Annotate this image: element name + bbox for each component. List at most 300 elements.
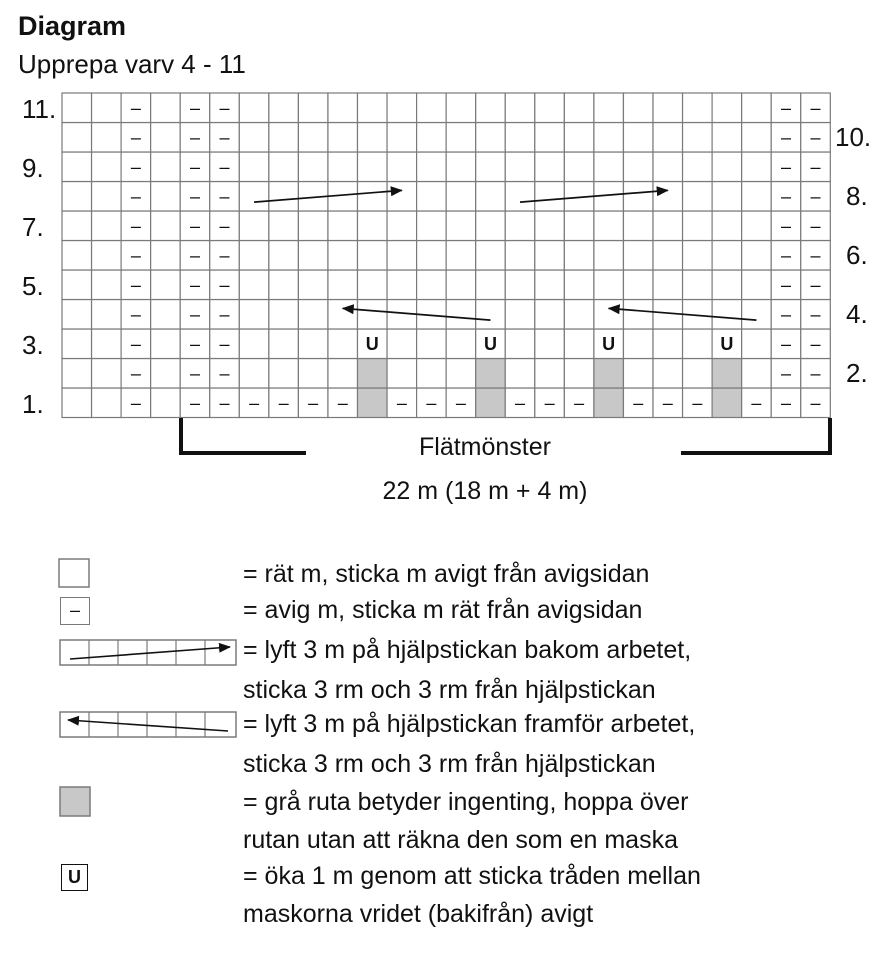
purl-symbol: – (189, 97, 200, 118)
chart-cell (476, 300, 506, 330)
gray-cell (476, 388, 506, 418)
purl-symbol: – (780, 333, 791, 354)
chart-cell (594, 300, 624, 330)
chart-cell (564, 300, 594, 330)
chart-cell (653, 211, 683, 241)
chart-cell (269, 300, 299, 330)
purl-symbol: – (544, 392, 555, 413)
chart-cell (62, 270, 92, 300)
chart-cell (62, 300, 92, 330)
chart-cell (387, 329, 417, 359)
chart-cell (387, 93, 417, 123)
row-label-4: 4. (846, 299, 868, 329)
legend-cable-right-symbol (58, 638, 242, 668)
purl-symbol: – (810, 274, 821, 295)
chart-cell (328, 329, 358, 359)
purl-symbol: – (219, 245, 230, 266)
chart-cell (535, 93, 565, 123)
chart-cell (417, 359, 447, 389)
purl-symbol: – (219, 392, 230, 413)
chart-cell (62, 211, 92, 241)
legend-cable-right-text-2: sticka 3 rm och 3 rm från hjälpstickan (243, 676, 656, 704)
chart-cell (417, 182, 447, 212)
chart-cell (446, 300, 476, 330)
chart-cell (623, 241, 653, 271)
chart-cell (594, 211, 624, 241)
chart-cell (328, 270, 358, 300)
purl-symbol: – (219, 333, 230, 354)
legend-purl-symbol: – (60, 597, 90, 625)
row-label-3: 3. (22, 330, 44, 360)
chart-cell (535, 241, 565, 271)
chart-cell (653, 241, 683, 271)
chart-cell (564, 270, 594, 300)
purl-symbol: – (810, 304, 821, 325)
purl-symbol: – (810, 186, 821, 207)
purl-symbol: – (189, 304, 200, 325)
chart-cell (564, 211, 594, 241)
chart-cell (92, 152, 122, 182)
increase-symbol: U (602, 333, 616, 354)
purl-symbol: – (130, 274, 141, 295)
stitch-count: 22 m (18 m + 4 m) (382, 477, 588, 505)
purl-symbol: – (810, 245, 821, 266)
chart-cell (92, 388, 122, 418)
purl-symbol: – (130, 304, 141, 325)
legend-cable-right-text-1: = lyft 3 m på hjälpstickan bakom arbetet, (243, 636, 692, 664)
chart-cell (298, 359, 328, 389)
chart-cell (328, 123, 358, 153)
purl-symbol: – (219, 186, 230, 207)
legend-cable-left-text-2: sticka 3 rm och 3 rm från hjälpstickan (243, 750, 656, 778)
chart-cell (328, 300, 358, 330)
chart-cell (505, 93, 535, 123)
chart-cell (594, 123, 624, 153)
chart-cell (683, 93, 713, 123)
purl-symbol: – (662, 392, 673, 413)
chart-cell (328, 93, 358, 123)
chart-cell (62, 93, 92, 123)
chart-cell (151, 152, 181, 182)
chart-cell (151, 241, 181, 271)
chart-cell (742, 359, 772, 389)
chart-cell (446, 329, 476, 359)
chart-cell (742, 270, 772, 300)
chart-cell (358, 300, 388, 330)
chart-cell (564, 93, 594, 123)
purl-symbol: – (751, 392, 762, 413)
purl-symbol: – (219, 363, 230, 384)
purl-symbol: – (219, 304, 230, 325)
chart-cell (62, 241, 92, 271)
chart-cell (712, 270, 742, 300)
chart-cell (505, 152, 535, 182)
increase-symbol: U (483, 333, 497, 354)
gray-cell (476, 359, 506, 389)
chart-cell (623, 359, 653, 389)
purl-symbol: – (780, 97, 791, 118)
chart-cell (505, 241, 535, 271)
chart-cell (328, 241, 358, 271)
purl-symbol: – (130, 156, 141, 177)
chart-cell (653, 123, 683, 153)
chart-cell (446, 241, 476, 271)
chart-cell (476, 270, 506, 300)
row-label-8: 8. (846, 181, 868, 211)
gray-cell (358, 359, 388, 389)
chart-cell (476, 241, 506, 271)
chart-cell (358, 182, 388, 212)
chart-cell (92, 182, 122, 212)
legend-gray-text-1: = grå ruta betyder ingenting, hoppa över (243, 788, 689, 816)
chart-cell (92, 300, 122, 330)
chart-cell (62, 152, 92, 182)
chart-cell (298, 300, 328, 330)
chart-cell (683, 241, 713, 271)
chart-cell (417, 152, 447, 182)
chart-cell (446, 359, 476, 389)
purl-symbol: – (219, 274, 230, 295)
chart-cell (653, 182, 683, 212)
purl-symbol: – (780, 245, 791, 266)
chart-cell (683, 359, 713, 389)
purl-symbol: – (219, 127, 230, 148)
row-label-2: 2. (846, 358, 868, 388)
chart-cell (269, 93, 299, 123)
chart-cell (594, 270, 624, 300)
purl-symbol: – (308, 392, 319, 413)
chart-cell (653, 152, 683, 182)
chart-cell (564, 123, 594, 153)
chart-cell (269, 359, 299, 389)
chart-cell (92, 241, 122, 271)
row-label-9: 9. (22, 153, 44, 183)
chart-cell (269, 211, 299, 241)
chart-cell (62, 123, 92, 153)
row-label-1: 1. (22, 389, 44, 419)
legend-knit-text: = rät m, sticka m avigt från avigsidan (243, 560, 650, 588)
purl-symbol: – (810, 363, 821, 384)
purl-symbol: – (130, 392, 141, 413)
chart-cell (683, 329, 713, 359)
chart-cell (712, 152, 742, 182)
chart-cell (92, 359, 122, 389)
purl-symbol: – (574, 392, 585, 413)
chart-cell (712, 211, 742, 241)
chart-cell (92, 93, 122, 123)
chart-cell (594, 93, 624, 123)
chart-cell (358, 211, 388, 241)
purl-symbol: – (780, 186, 791, 207)
chart-cell (564, 359, 594, 389)
chart-cell (358, 241, 388, 271)
purl-symbol: – (633, 392, 644, 413)
chart-cell (239, 241, 269, 271)
purl-symbol: – (189, 156, 200, 177)
chart-cell (417, 93, 447, 123)
chart-cell (239, 123, 269, 153)
chart-cell (594, 241, 624, 271)
chart-cell (358, 93, 388, 123)
purl-symbol: – (396, 392, 407, 413)
chart-cell (476, 93, 506, 123)
purl-symbol: – (692, 392, 703, 413)
chart-cell (151, 329, 181, 359)
purl-symbol: – (189, 392, 200, 413)
legend-increase-symbol: U (61, 864, 88, 891)
chart-cell (505, 300, 535, 330)
pattern-name: Flätmönster (419, 433, 551, 461)
chart-cell (712, 93, 742, 123)
chart-cell (476, 182, 506, 212)
legend-gray-symbol (58, 786, 92, 818)
chart-cell (62, 329, 92, 359)
purl-symbol: – (189, 333, 200, 354)
chart-cell (623, 300, 653, 330)
legend-purl-text: = avig m, sticka m rät från avigsidan (243, 596, 643, 624)
purl-symbol: – (780, 363, 791, 384)
chart-cell (239, 211, 269, 241)
purl-symbol: – (189, 127, 200, 148)
chart-cell (446, 93, 476, 123)
chart-cell (623, 93, 653, 123)
chart-cell (269, 329, 299, 359)
purl-symbol: – (130, 333, 141, 354)
chart-cell (476, 152, 506, 182)
purl-symbol: – (780, 304, 791, 325)
chart-cell (239, 359, 269, 389)
legend-cable-left-symbol (58, 710, 242, 740)
chart-cell (387, 241, 417, 271)
purl-symbol: – (219, 97, 230, 118)
chart-cell (742, 329, 772, 359)
diagram-title: Diagram (18, 11, 127, 41)
chart-cell (417, 329, 447, 359)
chart-cell (535, 123, 565, 153)
chart-cell (239, 182, 269, 212)
purl-symbol: – (130, 363, 141, 384)
purl-symbol: – (249, 392, 260, 413)
chart-cell (505, 270, 535, 300)
chart-cell (446, 123, 476, 153)
chart-cell (358, 270, 388, 300)
chart-cell (742, 123, 772, 153)
chart-cell (742, 152, 772, 182)
chart-cell (683, 270, 713, 300)
chart-cell (92, 123, 122, 153)
chart-cell (269, 152, 299, 182)
chart-cell (92, 329, 122, 359)
chart-cell (446, 211, 476, 241)
chart-cell (328, 152, 358, 182)
chart-cell (92, 211, 122, 241)
chart-cell (269, 241, 299, 271)
chart-cell (683, 123, 713, 153)
chart-cell (535, 152, 565, 182)
chart-cell (328, 359, 358, 389)
chart-cell (239, 300, 269, 330)
purl-symbol: – (810, 127, 821, 148)
purl-symbol: – (780, 127, 791, 148)
purl-symbol: – (810, 215, 821, 236)
chart-cell (712, 300, 742, 330)
chart-cell (505, 211, 535, 241)
chart-cell (712, 241, 742, 271)
chart-cell (683, 211, 713, 241)
gray-cell (594, 388, 624, 418)
chart-cell (298, 152, 328, 182)
row-label-10: 10. (835, 122, 872, 152)
chart-cell (535, 182, 565, 212)
chart-cell (653, 359, 683, 389)
purl-symbol: – (130, 245, 141, 266)
legend-increase-text-1: = öka 1 m genom att sticka tråden mellan (243, 862, 701, 890)
chart-cell (417, 270, 447, 300)
purl-symbol: – (810, 156, 821, 177)
row-label-5: 5. (22, 271, 44, 301)
repeat-bracket-left (181, 418, 306, 453)
chart-cell (742, 93, 772, 123)
chart-cell (358, 123, 388, 153)
chart-cell (151, 388, 181, 418)
purl-symbol: – (189, 245, 200, 266)
chart-cell (239, 329, 269, 359)
gray-cell (358, 388, 388, 418)
chart-cell (417, 211, 447, 241)
chart-cell (151, 211, 181, 241)
row-label-6: 6. (846, 240, 868, 270)
legend-gray-text-2: rutan utan att räkna den som en maska (243, 826, 678, 854)
chart-cell (62, 388, 92, 418)
chart-cell (151, 182, 181, 212)
chart-cell (239, 270, 269, 300)
purl-symbol: – (278, 392, 289, 413)
chart-cell (298, 270, 328, 300)
purl-symbol: – (337, 392, 348, 413)
purl-symbol: – (455, 392, 466, 413)
chart-cell (742, 182, 772, 212)
chart-cell (387, 182, 417, 212)
chart-cell (417, 123, 447, 153)
chart-cell (298, 329, 328, 359)
chart-cell (269, 123, 299, 153)
chart-cell (239, 152, 269, 182)
chart-cell (387, 152, 417, 182)
chart-cell (298, 211, 328, 241)
chart-cell (535, 359, 565, 389)
purl-symbol: – (780, 215, 791, 236)
chart-cell (653, 270, 683, 300)
chart-cell (623, 211, 653, 241)
chart-cell (387, 123, 417, 153)
chart-cell (623, 329, 653, 359)
chart-cell (387, 270, 417, 300)
chart-cell (683, 182, 713, 212)
chart-cell (151, 359, 181, 389)
chart-cell (742, 211, 772, 241)
chart-cell (564, 329, 594, 359)
chart-cell (712, 182, 742, 212)
chart-cell (358, 152, 388, 182)
chart-cell (742, 300, 772, 330)
chart-cell (239, 93, 269, 123)
chart-cell (476, 211, 506, 241)
chart-cell (298, 123, 328, 153)
chart-cell (623, 152, 653, 182)
chart-cell (151, 93, 181, 123)
chart-cell (446, 182, 476, 212)
chart-cell (623, 123, 653, 153)
gray-cell (712, 359, 742, 389)
chart-cell (505, 123, 535, 153)
chart-cell (151, 300, 181, 330)
purl-symbol: – (130, 127, 141, 148)
purl-symbol: – (426, 392, 437, 413)
chart-cell (535, 300, 565, 330)
chart-cell (328, 211, 358, 241)
purl-symbol: – (130, 215, 141, 236)
chart-cell (62, 182, 92, 212)
chart-cell (92, 270, 122, 300)
chart-cell (683, 152, 713, 182)
repeat-bracket-right (681, 418, 830, 453)
row-label-7: 7. (22, 212, 44, 242)
chart-cell (505, 329, 535, 359)
increase-symbol: U (365, 333, 379, 354)
chart-cell (446, 152, 476, 182)
gray-cell (594, 359, 624, 389)
row-label-11: 11. (22, 94, 57, 124)
purl-symbol: – (780, 156, 791, 177)
chart-cell (446, 270, 476, 300)
purl-symbol: – (219, 215, 230, 236)
chart-cell (535, 329, 565, 359)
legend-increase-text-2: maskorna vridet (bakifrån) avigt (243, 900, 594, 928)
chart-cell (298, 241, 328, 271)
chart-cell (298, 93, 328, 123)
chart-cell (387, 211, 417, 241)
chart-cell (151, 270, 181, 300)
chart-cell (505, 359, 535, 389)
chart-cell (594, 152, 624, 182)
diagram-subtitle: Upprepa varv 4 - 11 (18, 49, 246, 79)
purl-symbol: – (189, 363, 200, 384)
chart-cell (417, 241, 447, 271)
chart-cell (269, 182, 299, 212)
increase-symbol: U (720, 333, 734, 354)
purl-symbol: – (515, 392, 526, 413)
chart-cell (62, 359, 92, 389)
purl-symbol: – (780, 392, 791, 413)
purl-symbol: – (810, 333, 821, 354)
legend-knit-symbol (58, 558, 92, 588)
chart-cell (535, 211, 565, 241)
chart-cell (387, 359, 417, 389)
chart-cell (623, 270, 653, 300)
chart-cell (564, 241, 594, 271)
gray-cell (712, 388, 742, 418)
chart-cell (742, 241, 772, 271)
chart-cell (269, 270, 299, 300)
chart-cell (623, 182, 653, 212)
purl-symbol: – (219, 156, 230, 177)
chart-cell (564, 152, 594, 182)
purl-symbol: – (780, 274, 791, 295)
purl-symbol: – (130, 97, 141, 118)
chart-cell (653, 329, 683, 359)
purl-symbol: – (189, 274, 200, 295)
purl-symbol: – (189, 186, 200, 207)
